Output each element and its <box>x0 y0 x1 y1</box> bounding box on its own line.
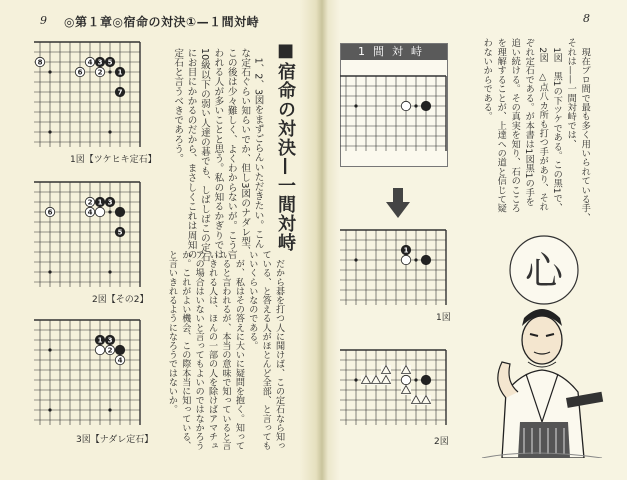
move-number: 1 <box>403 246 409 255</box>
page-number-left: 9 <box>40 14 47 27</box>
figure-box-title: 1間対峙 <box>341 44 447 60</box>
move-number: 5 <box>107 58 113 67</box>
text-column: いると言われるが、本当の意味で知っていると言 <box>220 250 231 451</box>
text-column: ている、と答える人がほとんど全部、と言っても <box>260 250 271 451</box>
book-gutter <box>300 0 340 480</box>
hoshi-point <box>48 70 51 73</box>
text-column: ぞれ定石である。が本書は1図黒1の手を <box>523 38 535 207</box>
hoshi-point <box>354 258 357 261</box>
move-number: 5 <box>117 228 123 237</box>
figure-caption-3: 3図【ナダレ定石】 <box>76 435 154 445</box>
figure-caption-1: 1図【ツケヒキ定石】 <box>70 155 157 165</box>
go-diagram-box <box>336 70 451 160</box>
text-column: を理解することが、上達への道と信じて疑 <box>495 38 507 213</box>
white-stone <box>401 255 410 264</box>
go-diagram-right-2 <box>336 344 451 434</box>
move-number: 2 <box>87 198 93 207</box>
move-number: 2 <box>97 68 103 77</box>
text-column: それは——一間対峙では、 <box>565 38 577 149</box>
text-column: 1、2、3図をまずごらんいただきたい。こん <box>252 48 264 249</box>
hoshi-point <box>48 408 51 411</box>
text-column: アの場合はいないと言ってもよいのではなかろう <box>193 250 204 451</box>
go-diagram-1 <box>30 36 155 156</box>
hoshi-point <box>414 104 417 107</box>
black-stone <box>115 345 124 354</box>
text-column: この後は少々難しく、よくわからないが。こう言 <box>225 48 237 260</box>
hoshi-point <box>48 130 51 133</box>
text-column: 2図 △点八カ所も打つ手があり、それ <box>537 38 549 212</box>
move-number: 2 <box>107 346 113 355</box>
text-column: 1図 黒1の下ツケである。この黒1で、 <box>551 38 563 212</box>
go-diagram-right-1 <box>336 224 451 314</box>
move-number: 8 <box>37 58 43 67</box>
section-heading: ■宿命の対決—一間対峙 <box>275 40 296 252</box>
move-number: 1 <box>117 68 123 77</box>
hoshi-point <box>108 408 111 411</box>
black-stone <box>421 255 430 264</box>
move-number: 6 <box>77 68 83 77</box>
text-column: が、私はその答えに大いに疑問を抱く。知って <box>233 250 244 451</box>
go-diagram-2 <box>30 176 155 296</box>
page-number-right: 8 <box>583 12 590 25</box>
move-number: 3 <box>107 336 113 345</box>
hoshi-point <box>354 378 357 381</box>
hoshi-point <box>108 270 111 273</box>
move-number: 6 <box>47 208 53 217</box>
text-column: われる人が多いことと思う。私の知るかぎりでは <box>212 48 224 260</box>
move-number: 7 <box>117 88 123 97</box>
samurai-illustration <box>462 222 612 458</box>
text-column: わないからである。 <box>481 38 493 121</box>
text-column: 定石と言うべきであろう。 <box>172 48 184 164</box>
text-column: にお目にかかるのだから、まさしくこれは周知の <box>185 48 197 260</box>
move-number: 1 <box>97 336 103 345</box>
hoshi-point <box>48 270 51 273</box>
white-stone <box>401 375 410 384</box>
text-column: いきれる人は、ほんの一部の人を除けばアマチュ <box>207 250 218 451</box>
black-stone <box>421 375 430 384</box>
text-column: 追い続ける。その真実を知り、石のこころ <box>509 38 521 213</box>
text-column: 現在プロ間で最も多く用いられている手、 <box>579 38 591 222</box>
running-head: ◎第１章◎宿命の対決①—１間対峙 <box>64 15 260 29</box>
hoshi-point <box>354 104 357 107</box>
hoshi-point <box>108 70 111 73</box>
hoshi-point <box>108 130 111 133</box>
white-stone <box>95 207 104 216</box>
hoshi-point <box>414 378 417 381</box>
black-stone <box>421 101 430 110</box>
go-diagram-3 <box>30 314 155 434</box>
move-number: 3 <box>97 58 103 67</box>
kokoro-glyph: 心 <box>524 249 564 293</box>
black-stone <box>115 207 124 216</box>
move-number: 4 <box>117 356 123 365</box>
hoshi-point <box>108 210 111 213</box>
arrow-down-icon <box>386 188 410 218</box>
move-number: 3 <box>107 198 113 207</box>
text-column: いいくらいなのである。 <box>247 250 258 351</box>
figure-caption-2: 2図【その2】 <box>92 295 149 305</box>
hoshi-point <box>48 348 51 351</box>
hoshi-point <box>414 258 417 261</box>
move-number: 4 <box>87 58 93 67</box>
text-column: か。これがよい機会、この際本当に知っている、 <box>180 250 191 451</box>
white-stone <box>95 345 104 354</box>
text-column: と言いきれるようになろうではないか。 <box>166 250 177 414</box>
figure-caption-right-1: 1図 <box>436 313 451 323</box>
move-number: 1 <box>97 198 103 207</box>
text-column: だから碁を打つ人に聞けば、この定石なら知っ <box>274 250 285 451</box>
text-column: 10級以下の弱い人達の碁でも、しばしばこの定石 <box>198 48 210 262</box>
white-stone <box>401 101 410 110</box>
figure-caption-right-2: 2図 <box>434 437 449 447</box>
move-number: 4 <box>87 208 93 217</box>
text-column: な定石ぐらい知らいでか、但し3図のナダレ型、 <box>239 48 251 256</box>
